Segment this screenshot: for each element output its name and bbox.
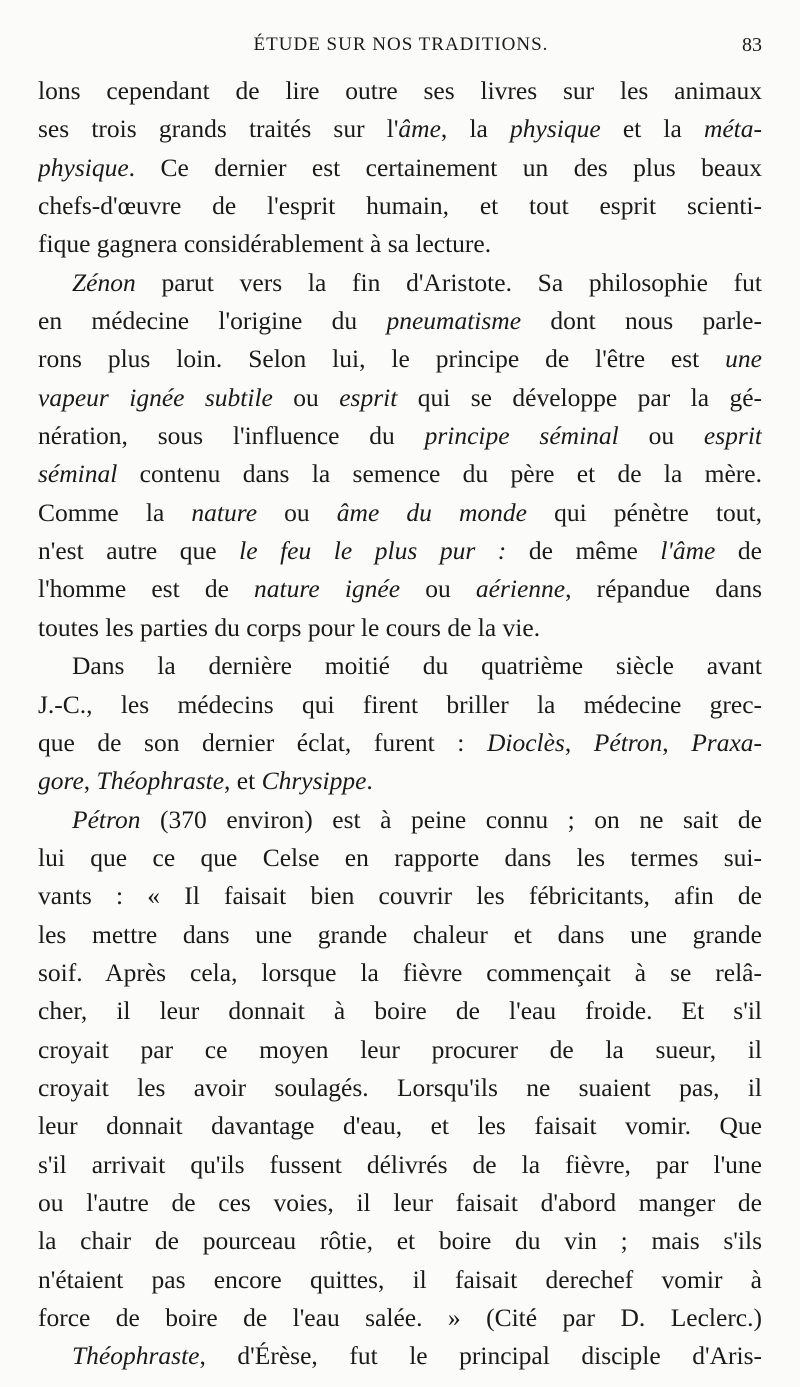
italic-text: une <box>725 344 762 374</box>
italic-text: principe séminal <box>424 421 619 451</box>
text-segment: , <box>83 766 97 796</box>
text-line <box>38 72 762 110</box>
text-segment: leur donnait davantage d'eau, et les faisait vomir. Que <box>38 1111 762 1141</box>
text-segment: ou <box>618 421 704 451</box>
text-line <box>38 187 762 225</box>
text-segment: cher, il leur donnait à boire de l'eau froide. Et s'il <box>38 996 762 1026</box>
italic-text: méta- <box>703 114 762 144</box>
text-segment: contenu dans la semence du père et de la mère. <box>117 459 762 489</box>
italic-text: âme <box>398 114 441 144</box>
text-segment: force de boire de l'eau salée. » (Cité par D. Leclerc.) <box>38 1303 762 1332</box>
text-segment: qui pénètre tout, <box>526 497 762 527</box>
text-line <box>38 532 762 570</box>
text-line <box>38 992 762 1030</box>
text-line <box>38 494 762 532</box>
text-line <box>38 609 762 647</box>
text-segment: nération, sous l'influence du <box>38 421 425 451</box>
text-line <box>38 724 762 762</box>
text-segment: lui que ce que Celse en rapporte dans les termes sui- <box>38 842 762 872</box>
text-line <box>38 340 762 378</box>
text-line <box>38 1222 762 1260</box>
italic-text: physique <box>510 114 601 144</box>
text-segment: croyait les avoir soulagés. Lorsqu'ils ne suaient pas, il <box>38 1072 762 1102</box>
text-segment: ou <box>272 382 340 412</box>
text-line <box>38 647 762 685</box>
text-segment: croyait par ce moyen leur procurer de la sueur, il <box>38 1034 762 1064</box>
running-title: ÉTUDE SUR NOS TRADITIONS. <box>253 34 549 55</box>
text-segment: Comme la <box>38 497 192 527</box>
italic-text: pneumatisme <box>386 306 522 336</box>
text-line <box>38 570 762 608</box>
text-segment: qui se développe par la gé- <box>397 382 762 412</box>
text-segment: , d'Érèse, fut le principal disciple d'Aris- <box>199 1341 762 1371</box>
text-segment: les mettre dans une grande chaleur et dans une grande <box>38 919 762 949</box>
text-line <box>38 762 762 800</box>
italic-text: l'âme <box>660 536 716 566</box>
italic-text: Pétron <box>72 804 141 834</box>
text-segment: l'homme est de <box>38 574 255 604</box>
text-segment: . <box>366 766 373 796</box>
text-line <box>38 916 762 954</box>
italic-text: nature ignée <box>254 574 401 604</box>
text-segment: Dans la dernière moitié du quatrième siècle avant <box>72 651 762 681</box>
italic-text: Pétron <box>593 727 663 757</box>
text-line <box>38 225 762 263</box>
text-segment: chefs-d'œuvre de l'esprit humain, et tout esprit scienti- <box>38 191 762 221</box>
text-segment: lons cependant de lire outre ses livres sur les animaux <box>38 76 762 105</box>
text-line <box>38 379 762 417</box>
italic-text: physique <box>38 152 129 182</box>
italic-text: Dioclès <box>486 727 565 757</box>
running-head <box>40 30 762 60</box>
text-line <box>38 839 762 877</box>
page-number: 83 <box>742 34 762 56</box>
text-line <box>38 1107 762 1145</box>
text-segment: , répandue dans <box>565 574 762 604</box>
text-segment: , la <box>440 114 510 144</box>
italic-text: Théophraste <box>96 766 225 796</box>
text-segment: la chair de pourceau rôtie, et boire du vin ; mais s'ils <box>38 1226 762 1256</box>
italic-text: Praxa- <box>691 727 762 757</box>
text-segment: ses trois grands traités sur l' <box>38 114 399 144</box>
italic-text: séminal <box>38 459 118 489</box>
italic-text: esprit <box>703 421 762 451</box>
text-line <box>38 1184 762 1222</box>
text-line <box>38 1146 762 1184</box>
text-segment: parut vers la fin d'Aristote. Sa philosophie fut <box>135 267 762 297</box>
text-segment: que de son dernier éclat, furent : <box>38 727 487 757</box>
text-line <box>38 302 762 340</box>
text-line <box>38 110 762 148</box>
text-segment: ou <box>257 497 337 527</box>
text-segment: , <box>662 727 692 757</box>
italic-text: Chrysippe <box>261 766 367 796</box>
italic-text: esprit <box>339 382 398 412</box>
text-segment: ou <box>400 574 476 604</box>
text-segment: n'étaient pas encore quittes, il faisait derechef vomir à <box>38 1264 762 1294</box>
text-line <box>38 801 762 839</box>
italic-text: le feu le plus pur : <box>239 536 507 566</box>
italic-text: vapeur ignée subtile <box>38 382 273 412</box>
text-segment: n'est autre que <box>38 536 240 566</box>
italic-text: Théophraste <box>72 1341 200 1371</box>
text-segment: et la <box>600 114 704 144</box>
text-line <box>38 1031 762 1069</box>
text-line <box>38 1069 762 1107</box>
text-segment: s'il arrivait qu'ils fussent délivrés de la fièvre, par l'une <box>38 1149 762 1179</box>
text-line <box>38 455 762 493</box>
text-segment: , et <box>224 766 262 796</box>
text-line <box>38 149 762 187</box>
text-segment: dont nous parle- <box>521 306 762 336</box>
text-line <box>38 417 762 455</box>
italic-text: âme du monde <box>336 497 527 527</box>
body-text <box>38 72 762 1376</box>
text-line <box>38 1261 762 1299</box>
text-segment: soif. Après cela, lorsque la fièvre commençait à se relâ- <box>38 957 762 987</box>
text-segment: vants : « Il faisait bien couvrir les fébricitants, afin de <box>38 881 762 911</box>
text-line <box>38 1337 762 1375</box>
text-segment: , <box>564 727 594 757</box>
text-segment: en médecine l'origine du <box>38 306 387 336</box>
text-segment: (370 environ) est à peine connu ; on ne sait de <box>140 804 762 834</box>
italic-text: Zénon <box>72 267 136 297</box>
text-segment: toutes les parties du corps pour le cours de la vie. <box>38 612 541 642</box>
text-segment: fique gagnera considérablement à sa lecture. <box>38 229 492 259</box>
text-segment: de <box>715 536 762 566</box>
text-line <box>38 686 762 724</box>
italic-text: aérienne <box>475 574 566 604</box>
text-line <box>38 1299 762 1337</box>
text-line <box>38 264 762 302</box>
text-line <box>38 954 762 992</box>
italic-text: nature <box>191 497 258 527</box>
text-segment: rons plus loin. Selon lui, le principe de l'être est <box>38 344 726 374</box>
text-segment: de même <box>506 536 661 566</box>
text-segment: ou l'autre de ces voies, il leur faisait d'abord manger de <box>38 1187 762 1217</box>
text-segment: . Ce dernier est certainement un des plus beaux <box>128 152 762 182</box>
italic-text: gore <box>38 766 84 796</box>
text-segment: J.-C., les médecins qui firent briller la médecine grec- <box>38 689 762 719</box>
text-line <box>38 877 762 915</box>
